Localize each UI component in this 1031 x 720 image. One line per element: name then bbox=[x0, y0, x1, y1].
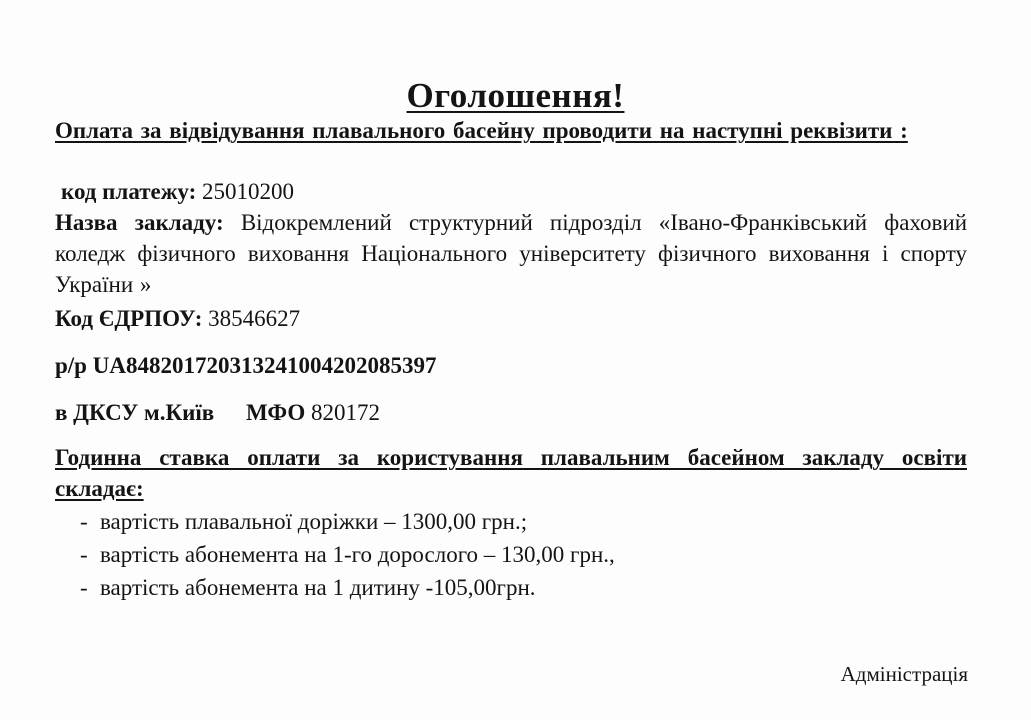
list-item: - вартість абонемента на 1-го дорослого – 130,00 грн., bbox=[80, 542, 615, 567]
edrpou-label: Код ЄДРПОУ: bbox=[55, 306, 203, 331]
mfo-value: 820172 bbox=[311, 400, 381, 425]
signature: Адміністрація bbox=[840, 662, 968, 686]
rate-item-adult: вартість абонемента на 1-го дорослого – 130,00 грн., bbox=[100, 542, 615, 567]
mfo-label: МФО bbox=[245, 400, 306, 425]
rates-list bbox=[80, 505, 615, 604]
rate-item-child: вартість абонемента на 1 дитину -105,00грн. bbox=[100, 575, 536, 600]
payment-code-label: код платежу: bbox=[61, 179, 197, 204]
rates-heading: Годинна ставка оплати за користування плавальним басейном закладу освіти складає: bbox=[55, 445, 967, 501]
account-label: р/р bbox=[55, 353, 87, 378]
treasury-label: в ДКСУ м.Київ bbox=[55, 400, 215, 425]
list-item: - вартість абонемента на 1 дитину -105,00грн. bbox=[80, 575, 536, 600]
account-value: UA848201720313241004202085397 bbox=[92, 353, 437, 378]
list-item: - вартість плавальної доріжки – 1300,00 грн.; bbox=[80, 509, 528, 534]
page-title: Оголошення! bbox=[406, 76, 625, 115]
payment-code-row bbox=[61, 176, 294, 207]
institution-row bbox=[55, 207, 967, 300]
institution-value: Відокремлений структурний підрозділ «Івано-Франківський фаховий коледж фізичного виховання Національного університету фізичного виховання і спорту України » bbox=[55, 210, 967, 297]
account-row bbox=[55, 350, 436, 381]
payment-code-value: 25010200 bbox=[202, 179, 295, 204]
treasury-row bbox=[55, 397, 380, 428]
institution-label: Назва закладу: bbox=[55, 210, 224, 235]
edrpou-row bbox=[55, 303, 300, 334]
payment-details-heading: Оплата за відвідування плавального басейну проводити на наступні реквізити : bbox=[55, 118, 908, 143]
edrpou-value: 38546627 bbox=[208, 306, 301, 331]
rate-item-lane: вартість плавальної доріжки – 1300,00 грн.; bbox=[100, 509, 528, 534]
